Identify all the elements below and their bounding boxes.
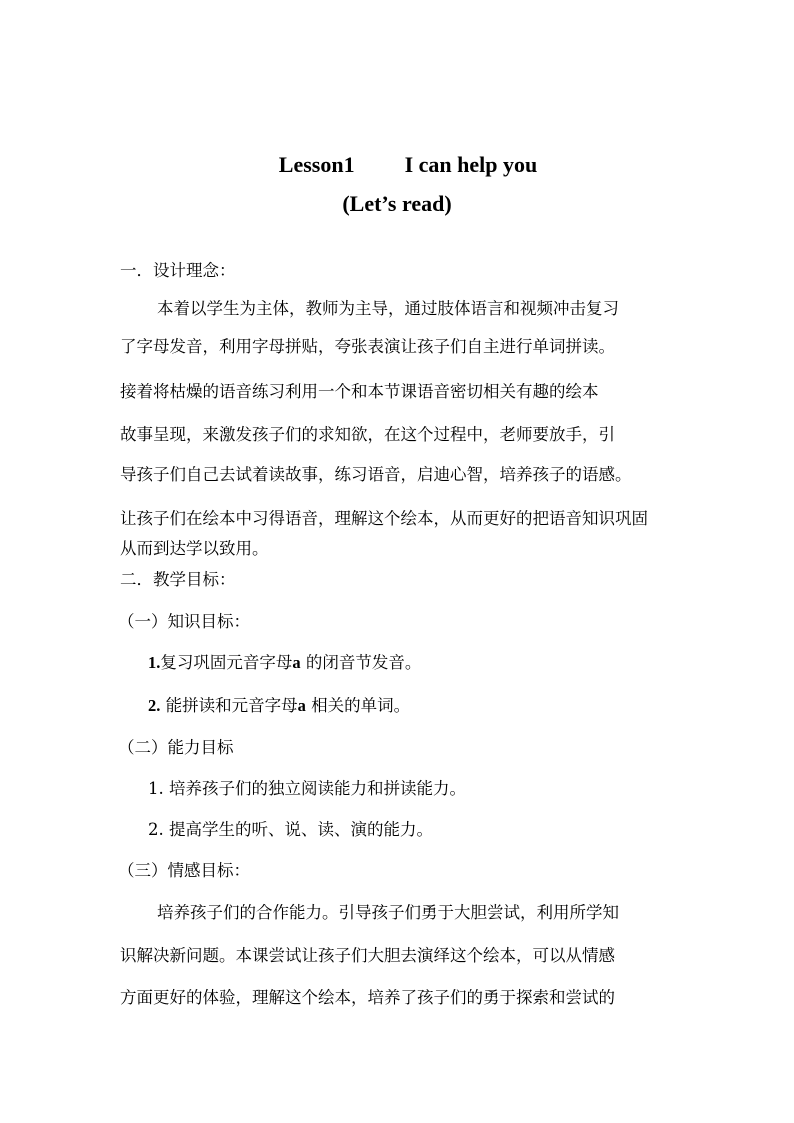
knowledge-item-1: 1.复习巩固元音字母a 的闭音节发音。 bbox=[148, 653, 422, 672]
lesson-subtitle: (Let’s read) bbox=[342, 191, 452, 216]
section1-line-5: 导孩子们自己去试着读故事，练习语音，启迪心智，培养孩子的语感。 bbox=[120, 465, 632, 484]
knowledge-item-2: 2. 能拼读和元音字母a 相关的单词。 bbox=[148, 696, 411, 715]
lesson-number: Lesson1 bbox=[278, 152, 355, 177]
vowel-letter: a bbox=[292, 653, 301, 672]
section1-line-2: 了字母发音，利用字母拼贴，夸张表演让孩子们自主进行单词拼读。 bbox=[120, 337, 615, 356]
section1-heading: 一．设计理念： bbox=[120, 261, 236, 280]
section2-heading: 二．教学目标： bbox=[120, 570, 236, 589]
section1-line-3: 接着将枯燥的语音练习利用一个和本节课语音密切相关有趣的绘本 bbox=[120, 382, 599, 401]
emotion-line-2: 识解决新问题。本课尝试让孩子们大胆去演绎这个绘本，可以从情感 bbox=[120, 946, 615, 965]
knowledge-heading: （一）知识目标： bbox=[118, 612, 250, 631]
emotion-line-1: 培养孩子们的合作能力。引导孩子们勇于大胆尝试，利用所学知 bbox=[157, 903, 619, 922]
ability-heading: （二）能力目标 bbox=[118, 738, 234, 757]
knowledge-item-2-number: 2. bbox=[148, 696, 161, 715]
section1-line-1: 本着以学生为主体，教师为主导，通过肢体语言和视频冲击复习 bbox=[157, 299, 619, 318]
emotion-heading: （三）情感目标： bbox=[118, 861, 250, 880]
emotion-line-3: 方面更好的体验，理解这个绘本，培养了孩子们的勇于探索和尝试的 bbox=[120, 988, 615, 1007]
section1-line-6: 让孩子们在绘本中习得语音，理解这个绘本，从而更好的把语音知识巩固 bbox=[120, 509, 648, 528]
vowel-letter: a bbox=[297, 696, 306, 715]
ability-item-1: 1. 培养孩子们的独立阅读能力和拼读能力。 bbox=[148, 779, 466, 798]
ability-item-2: 2. 提高学生的听、说、读、演的能力。 bbox=[148, 820, 433, 839]
knowledge-item-1-number: 1. bbox=[148, 653, 161, 672]
section1-line-7: 从而到达学以致用。 bbox=[120, 539, 269, 558]
section1-line-4: 故事呈现，来激发孩子们的求知欲，在这个过程中，老师要放手，引 bbox=[120, 425, 615, 444]
lesson-name: I can help you bbox=[404, 152, 538, 177]
